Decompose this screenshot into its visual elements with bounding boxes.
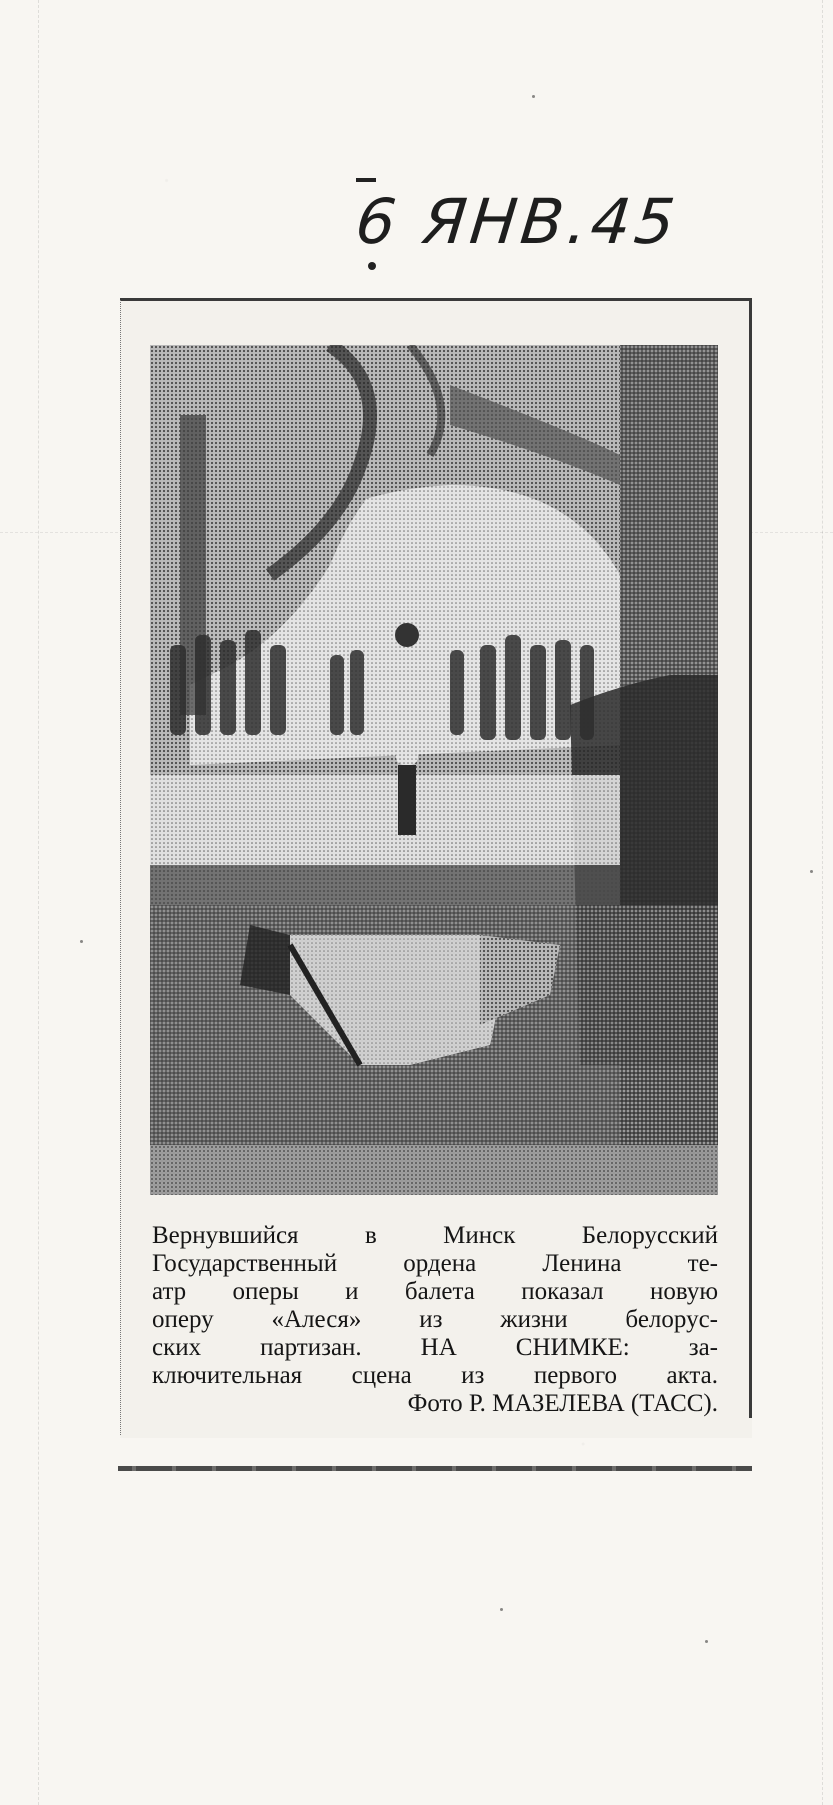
caption-line-3: атр оперы и балета показал новую (152, 1278, 718, 1305)
fold-line-right (822, 0, 823, 1805)
caption-line-4: оперу «Алеся» из жизни белорус- (152, 1306, 718, 1333)
stage-scene-photo (150, 345, 718, 1195)
paper-speck (810, 870, 813, 873)
stamp-dot (368, 262, 376, 270)
clipping-right-rule (749, 298, 752, 1418)
photo-caption (152, 1222, 718, 1418)
paper-speck (532, 95, 535, 98)
caption-line-1: Вернувшийся в Минск Белорусский (152, 1222, 718, 1249)
stamp-tick (356, 178, 376, 182)
date-stamp: 6 ЯНВ.45 (352, 185, 682, 258)
paper-speck (500, 1608, 503, 1611)
caption-line-2: Государственный ордена Ленина те- (152, 1250, 718, 1277)
caption-line-5: ских партизан. НА СНИМКЕ: за- (152, 1334, 718, 1361)
stage-scene-image (150, 345, 718, 1195)
photo-credit: Фото Р. МАЗЕЛЕВА (ТАСС). (407, 1390, 718, 1417)
caption-line-6: ключительная сцена из первого акта. (152, 1362, 718, 1389)
paper-speck (705, 1640, 708, 1643)
clipping-left-edge (120, 300, 122, 1435)
clipping-bottom-rule (118, 1466, 752, 1471)
paper-speck (80, 940, 83, 943)
fold-line-left (38, 0, 39, 1805)
clipping-top-rule (120, 298, 752, 301)
